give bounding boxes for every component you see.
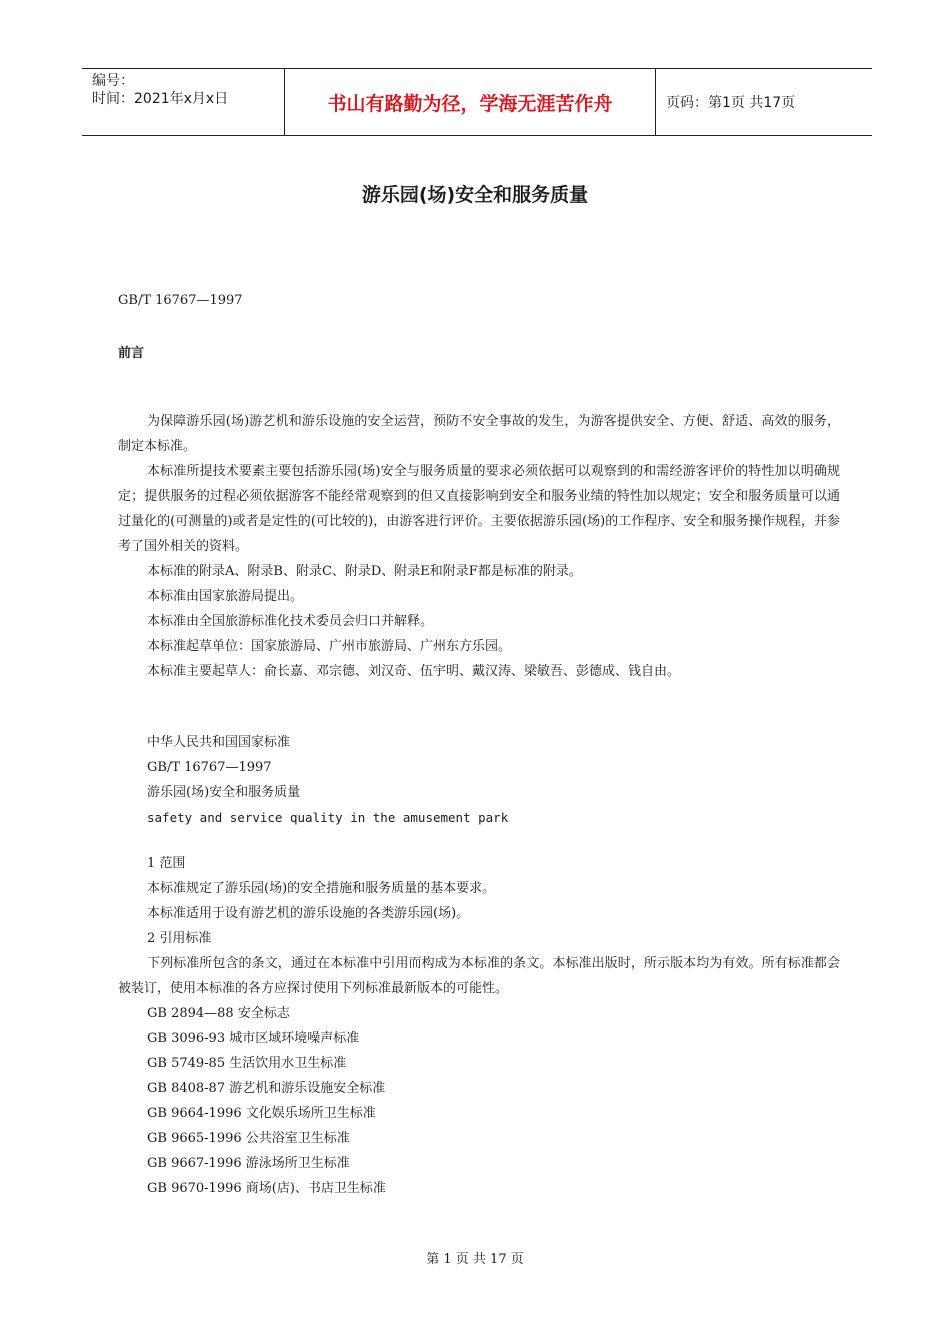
cover-line-title: 游乐园(场)安全和服务质量 [147,785,301,800]
reference-item: GB 2894—88 安全标志 [147,1006,290,1021]
foreword-paragraph: 本标准起草单位：国家旅游局、广州市旅游局、广州东方乐园。 [147,639,512,654]
foreword-paragraph: 本标准由国家旅游局提出。 [147,589,304,604]
foreword-body [118,409,840,684]
header-page-label: 页码：第1页 共17页 [666,95,796,111]
section-1 [147,851,847,951]
reference-item: GB 9670-1996 商场(店)、书店卫生标准 [147,1181,386,1196]
standard-code: GB/T 16767—1997 [118,293,243,308]
foreword-paragraph: 为保障游乐园(场)游艺机和游乐设施的安全运营，预防不安全事故的发生，为游客提供安全、方便、舒适、高效的服务，制定本标准。 [118,414,840,454]
reference-item: GB 9667-1996 游泳场所卫生标准 [147,1156,350,1171]
foreword-paragraph: 本标准由全国旅游标准化技术委员会归口并解释。 [147,614,434,629]
foreword-heading: 前言 [118,346,145,361]
cover-block [147,730,847,830]
cover-line-national-standard: 中华人民共和国国家标准 [147,735,291,750]
document-title: 游乐园(场)安全和服务质量 [361,184,589,206]
reference-item: GB 9665-1996 公共浴室卫生标准 [147,1131,350,1146]
foreword-paragraph: 本标准所提技术要素主要包括游乐园(场)安全与服务质量的要求必须依据可以观察到的和需经游客评价的特性加以明确规定；提供服务的过程必须依据游客不能经常观察到的但又直接影响到安全和服务业绩的特性加以规定；安全和服务质量可以通过量化的(可测量的)或者是定性的(可比较的)，由游客进行评价。主要依据游乐园(场)的工作程序、安全和服务操作规程，并参考了国外相关的资料。 [118,464,840,554]
cover-line-code: GB/T 16767—1997 [147,760,272,775]
header-left-cell [82,69,284,135]
reference-item: GB 3096-93 城市区域环境噪声标准 [147,1031,360,1046]
section-1-heading: 1 范围 [147,856,186,871]
section-2-intro-text: 下列标准所包含的条文，通过在本标准中引用而构成为本标准的条文。本标准出版时，所示版本均为有效。所有标准都会被装订，使用本标准的各方应探讨使用下列标准最新版本的可能性。 [118,956,840,996]
cover-line-english-title: safety and service quality in the amusement park [147,810,509,825]
reference-item: GB 9664-1996 文化娱乐场所卫生标准 [147,1106,376,1121]
page-footer: 第 1 页 共 17 页 [426,1252,524,1267]
header-motto: 书山有路勤为径，学海无涯苦作舟 [284,69,656,135]
section-1-line: 本标准适用于设有游艺机的游乐设施的各类游乐园(场)。 [147,906,470,921]
serial-label: 编号： [92,73,134,89]
section-1-line: 本标准规定了游乐园(场)的安全措施和服务质量的基本要求。 [147,881,496,896]
reference-item: GB 5749-85 生活饮用水卫生标准 [147,1056,347,1071]
reference-list [147,1001,847,1201]
section-2-intro [118,951,840,1001]
foreword-paragraph: 本标准的附录A、附录B、附录C、附录D、附录E和附录F都是标准的附录。 [147,564,582,579]
foreword-paragraph: 本标准主要起草人：俞长嘉、邓宗德、刘汉奇、伍宇明、戴汉涛、梁敏吾、彭德成、钱自由。 [147,664,681,679]
section-2-heading: 2 引用标准 [147,931,212,946]
reference-item: GB 8408-87 游艺机和游乐设施安全标准 [147,1081,386,1096]
page-header [82,68,872,136]
date-label: 时间：2021年x月x日 [92,91,229,107]
